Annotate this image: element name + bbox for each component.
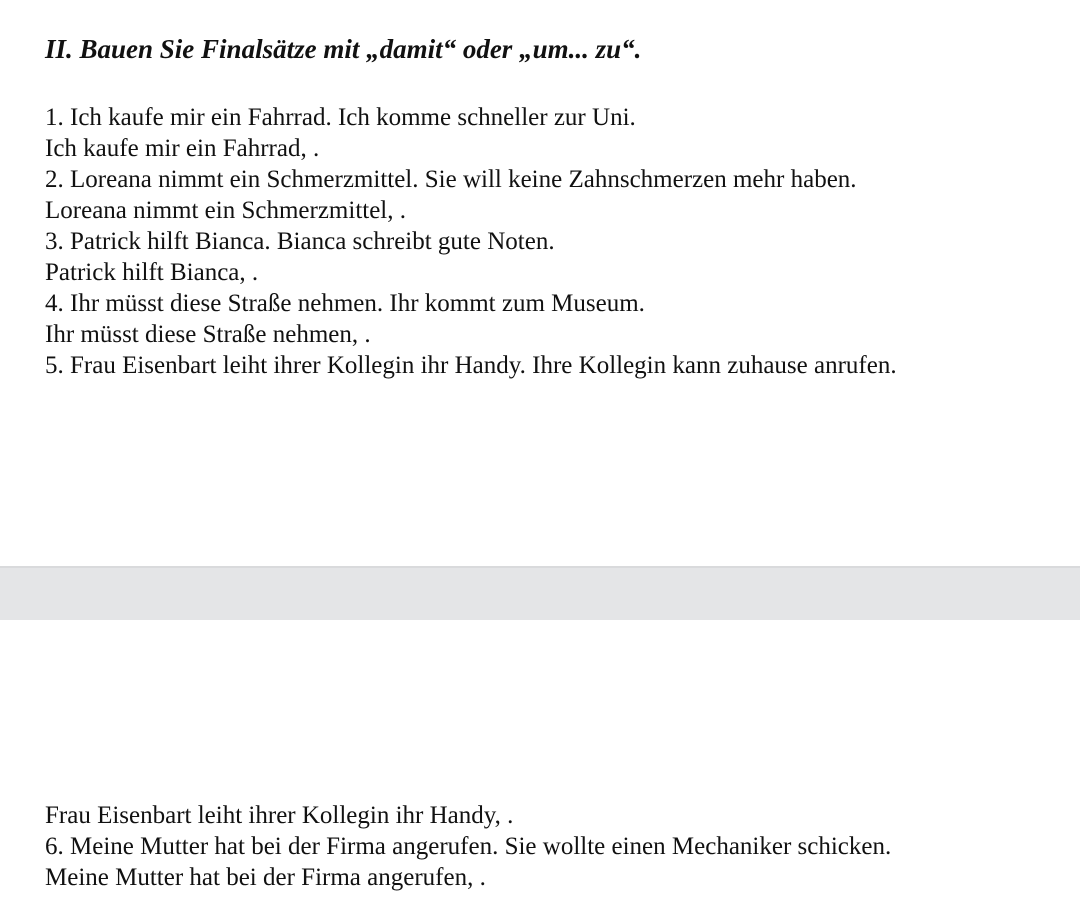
exercise-lines-page-2	[45, 800, 891, 893]
exercise-line: Ich kaufe mir ein Fahrrad, .	[45, 135, 320, 162]
exercise-line: Patrick hilft Bianca, .	[45, 259, 259, 286]
exercise-line: 5. Frau Eisenbart leiht ihrer Kollegin ihr Handy. Ihre Kollegin kann zuhause anrufen.	[45, 352, 897, 379]
exercise-line: Loreana nimmt ein Schmerzmittel, .	[45, 197, 406, 224]
exercise-lines-page-1	[45, 102, 897, 381]
document-page-2	[0, 620, 1080, 923]
exercise-line: 2. Loreana nimmt ein Schmerzmittel. Sie will keine Zahnschmerzen mehr haben.	[45, 166, 857, 193]
exercise-line: Meine Mutter hat bei der Firma angerufen, .	[45, 864, 486, 891]
exercise-heading: II. Bauen Sie Finalsätze mit „damit“ oder „um... zu“.	[45, 34, 642, 64]
exercise-line: 3. Patrick hilft Bianca. Bianca schreibt gute Noten.	[45, 228, 555, 255]
exercise-line: Frau Eisenbart leiht ihrer Kollegin ihr Handy, .	[45, 802, 514, 829]
exercise-line: 6. Meine Mutter hat bei der Firma angerufen. Sie wollte einen Mechaniker schicken.	[45, 833, 892, 860]
exercise-line: Ihr müsst diese Straße nehmen, .	[45, 321, 371, 348]
exercise-line: 1. Ich kaufe mir ein Fahrrad. Ich komme schneller zur Uni.	[45, 104, 636, 131]
page-separator	[0, 566, 1080, 620]
exercise-line: 4. Ihr müsst diese Straße nehmen. Ihr kommt zum Museum.	[45, 290, 645, 317]
